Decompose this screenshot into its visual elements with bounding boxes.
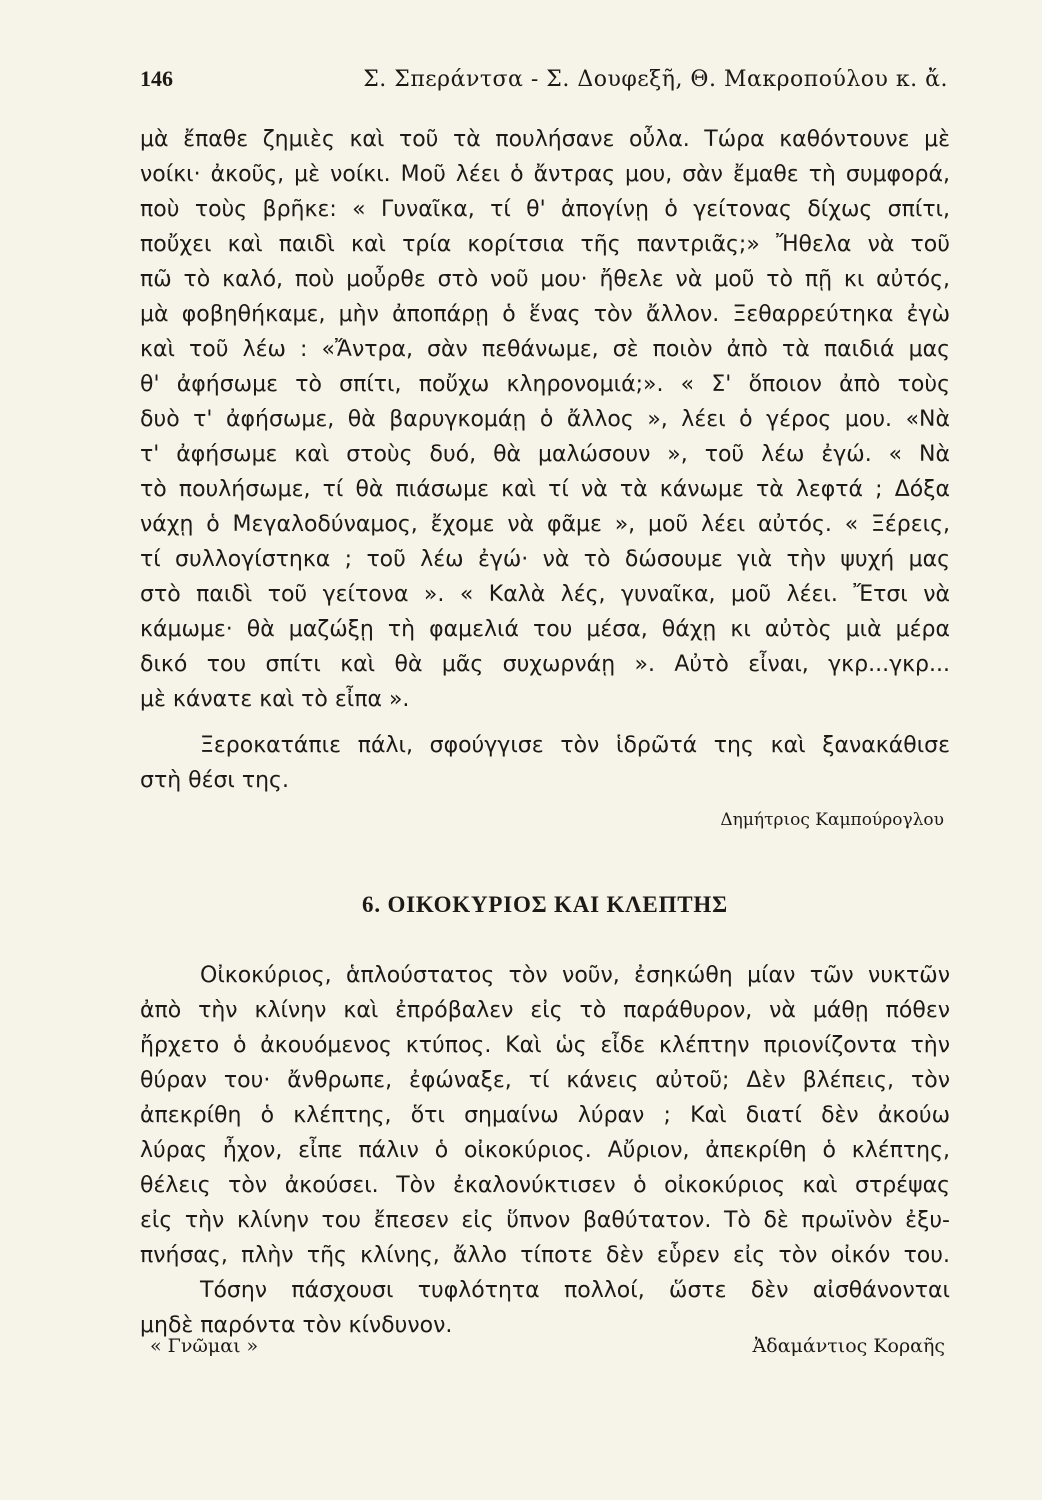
text-line: μὲ κάνατε καὶ τὸ εἶπα ». (140, 687, 410, 712)
text-line: πῶ τὸ καλό, ποὺ μοὖρθε στὸ νοῦ μου· ἤθελε νὰ μοῦ τὸ πῇ κι αὐτός, (140, 267, 950, 292)
running-title: Σ. Σπεράντσα - Σ. Δουφεξῆ, Θ. Μακροπούλου κ. ἄ. (363, 67, 948, 92)
text-line: θύραν του· ἄνθρωπε, ἐφώναξε, τί κάνεις αὐτοῦ; Δὲν βλέπεις, τὸν (140, 1068, 950, 1093)
text-line: δικό του σπίτι καὶ θὰ μᾶς συχωρνάῃ ». Αὐτὸ εἶναι, γκρ...γκρ... (140, 652, 950, 677)
text-line: Ξεροκατάπιε πάλι, σφούγγισε τὸν ἱδρῶτά της καὶ ξανακάθισε (200, 733, 950, 758)
text-line: ποὺ τοὺς βρῆκε: « Γυναῖκα, τί θ' ἀπογίνῃ ὁ γείτονας δίχως σπίτι, (140, 197, 950, 222)
text-line: τ' ἀφήσωμε καὶ στοὺς δυό, θὰ μαλώσουν », τοῦ λέω ἐγώ. « Νὰ (140, 442, 950, 467)
text-line: λύρας ἦχον, εἶπε πάλιν ὁ οἰκοκύριος. Αὔριον, ἀπεκρίθη ὁ κλέπτης, (140, 1138, 950, 1163)
text-line: θ' ἀφήσωμε τὸ σπίτι, ποὔχω κληρονομιά;». « Σ' ὅποιον ἀπὸ τοὺς (140, 372, 950, 397)
text-line: νοίκι· ἀκοῦς, μὲ νοίκι. Μοῦ λέει ὁ ἄντρας μου, σὰν ἔμαθε τὴ συμφορά, (140, 162, 950, 187)
page-header (140, 66, 948, 92)
text-line: τί συλλογίστηκα ; τοῦ λέω ἐγώ· νὰ τὸ δώσουμε γιὰ τὴν ψυχή μας (140, 547, 950, 572)
text-line: θέλεις τὸν ἀκούσει. Τὸν ἐκαλονύκτισεν ὁ οἰκοκύριος καὶ στρέψας (140, 1173, 950, 1198)
section-title: 6. ΟΙΚΟΚΥΡΙΟΣ ΚΑΙ ΚΛΕΠΤΗΣ (362, 892, 728, 917)
text-line: νάχῃ ὁ Μεγαλοδύναμος, ἔχομε νὰ φᾶμε », μοῦ λέει αὐτός. « Ξέρεις, (140, 512, 950, 537)
page-number: 146 (140, 66, 173, 91)
text-line: μηδὲ παρόντα τὸν κίνδυνον. (140, 1313, 453, 1338)
text-line: καὶ τοῦ λέω : «Ἄντρα, σὰν πεθάνωμε, σὲ ποιὸν ἀπὸ τὰ παιδιά μας (140, 337, 950, 362)
text-line: ποὔχει καὶ παιδὶ καὶ τρία κορίτσια τῆς παντριᾶς;» Ἤθελα νὰ τοῦ (140, 232, 950, 257)
text-line: Οἰκοκύριος, ἁπλούστατος τὸν νοῦν, ἐσηκώθη μίαν τῶν νυκτῶν (200, 963, 950, 988)
text-line: δυὸ τ' ἀφήσωμε, θὰ βαρυγκομάῃ ὁ ἄλλος », λέει ὁ γέρος μου. «Νὰ (140, 407, 950, 432)
text-line: ἀπεκρίθη ὁ κλέπτης, ὅτι σημαίνω λύραν ; Καὶ διατί δὲν ἀκούω (140, 1103, 950, 1128)
text-line: ἤρχετο ὁ ἀκουόμενος κτύπος. Καὶ ὡς εἶδε κλέπτην πριονίζοντα τὴν (140, 1033, 950, 1058)
story-one-author: Δημήτριος Καμπούρογλου (720, 810, 944, 830)
text-line: τὸ πουλήσωμε, τί θὰ πιάσωμε καὶ τί νὰ τὰ κάνωμε τὰ λεφτά ; Δόξα (140, 477, 950, 502)
story-two-attribution (150, 1335, 945, 1357)
text-line: μὰ φοβηθήκαμε, μὴν ἀποπάρῃ ὁ ἕνας τὸν ἄλλον. Ξεθαρρεύτηκα ἐγὼ (140, 302, 950, 327)
text-line: στὸ παιδὶ τοῦ γείτονα ». « Καλὰ λές, γυναῖκα, μοῦ λέει. Ἔτσι νὰ (140, 582, 950, 607)
source-title: « Γνῶμαι » (150, 1335, 259, 1357)
text-line: Τόσην πάσχουσι τυφλότητα πολλοί, ὥστε δὲν αἰσθάνονται (200, 1278, 950, 1303)
text-line: κάμωμε· θὰ μαζώξῃ τὴ φαμελιά του μέσα, θάχῃ κι αὐτὸς μιὰ μέρα (140, 617, 950, 642)
story-two-text (140, 958, 950, 1343)
story-two-author: Ἀδαμάντιος Κοραῆς (752, 1335, 945, 1357)
story-one-ending (140, 728, 950, 798)
text-line: ἀπὸ τὴν κλίνην καὶ ἐπρόβαλεν εἰς τὸ παράθυρον, νὰ μάθῃ πόθεν (140, 998, 950, 1023)
text-line: στὴ θέσι της. (140, 768, 289, 793)
text-line: πνήσας, πλὴν τῆς κλίνης, ἄλλο τίποτε δὲν εὗρεν εἰς τὸν οἰκόν του. (140, 1243, 950, 1268)
text-line: εἰς τὴν κλίνην του ἔπεσεν εἰς ὕπνον βαθύτατον. Τὸ δὲ πρωϊνὸν ἐξυ- (140, 1208, 950, 1233)
story-one-text (140, 122, 950, 717)
text-line: μὰ ἔπαθε ζημιὲς καὶ τοῦ τὰ πουλήσανε οὖλα. Τώρα καθόντουνε μὲ (140, 127, 950, 152)
